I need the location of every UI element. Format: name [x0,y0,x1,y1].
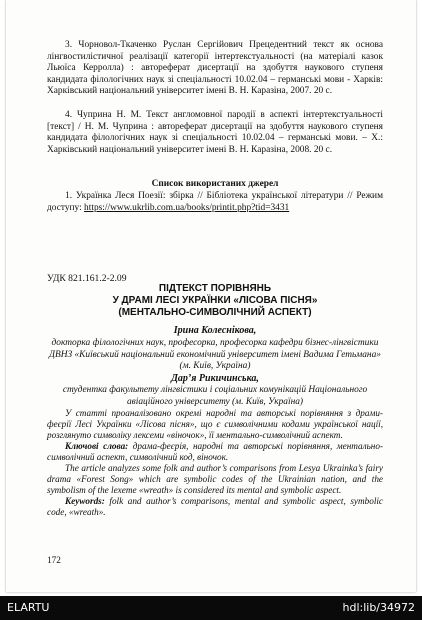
author-1-affiliation: докторка філологічних наук, професорка, професорка кафедри бізнес-лінгвістики ДВНЗ «Київський національний економічний університет імені Вадима Гетьмана» (м. Київ, Україна) [49,338,381,372]
keywords-ua-label: Ключові слова: [65,441,129,451]
reference-4: 4. Чуприна Н. М. Текст англомовної пародії в аспекті інтертекстуальності [текст] / Н. М. Чуприна : автореферат дисертації на здобуття наукового ступеня кандидата філологічних наук зі спеціальності 10.02.04 – германські мови. – Х.: Харківський національний університет імені В. Н. Каразіна, 2008. 20 с. [47,110,383,155]
title-line-1: ПІДТЕКСТ ПОРІВНЯНЬ [158,283,272,294]
footer-bar [0,596,422,620]
keywords-en-label: Keywords: [65,496,105,506]
abstract-ua: У статті проаналізовано окремі народні та авторські порівняння з драми-феєрії Лесі Українки «Лісова пісня», що є символічними кодами української нації, розглянуто символіку лексеми «віночок», її ментально-символічний аспект. [47,408,383,440]
keywords-ua [47,441,383,463]
udk-code: УДК 821.161.2-2.09 [47,273,127,284]
title-line-2: У ДРАМІ ЛЕСІ УКРАЇНКИ «ЛІСОВА ПІСНЯ» [112,294,318,306]
footer-repository-label: ELARTU [7,601,50,614]
title-line-3: (МЕНТАЛЬНО-СИМВОЛІЧНИЙ АСПЕКТ) [118,306,312,318]
author-1-name: Ірина Колеснікова, [173,325,257,336]
keywords-ua-text: драма-феєрія, народні та авторські порівняння, ментально-символічний аспект, символічний код, віночок. [47,441,384,462]
author-2-affiliation: студентка факультету лінгвістики і соціальних комунікацій Національного авіаційного університету (м. Київ, Україна) [62,385,368,407]
article-title [47,283,383,318]
source-1 [47,191,383,214]
keywords-en-text: folk and author’s comparisons, mental and symbolic aspect, symbolic code, «wreath». [47,496,383,517]
source-1-text: 1. Українка Леся Поезії: збірка // Бібліотека української літератури // Режим доступу: [47,191,383,213]
abstract-en: The article analyzes some folk and author’s comparisons from Lesya Ukrainka’s fairy drama «Forest Song» which are symbolic codes of the Ukrainian nation, and the symbolism of the lexeme «wreath» is considered its mental and symbolic aspect. [47,463,383,495]
keywords-en [47,496,383,518]
reference-3: 3. Чорновол-Ткаченко Руслан Сергійович Прецедентний текст як основа лінгвостилістичної реалізації категорії інтертекстуальності (на матеріалі казок Льюїса Керролла) : автореферат дисертації на здобуття наукового ступеня кандидата філологічних наук зі спеціальності 10.02.04 – германські мови - Харків: Харківський національний університет імені В. Н. Каразіна, 2007. 20 с. [47,40,383,97]
sources-heading: Список використаних джерел [151,179,279,189]
abstract-block [47,408,383,518]
author-2-name: Дар’я Рикичинська, [171,373,259,384]
source-1-link[interactable]: https://www.ukrlib.com.ua/books/printit.php?tid=3431 [84,202,290,213]
footer-handle: hdl:lib/34972 [342,601,415,614]
page-number: 172 [47,555,61,565]
